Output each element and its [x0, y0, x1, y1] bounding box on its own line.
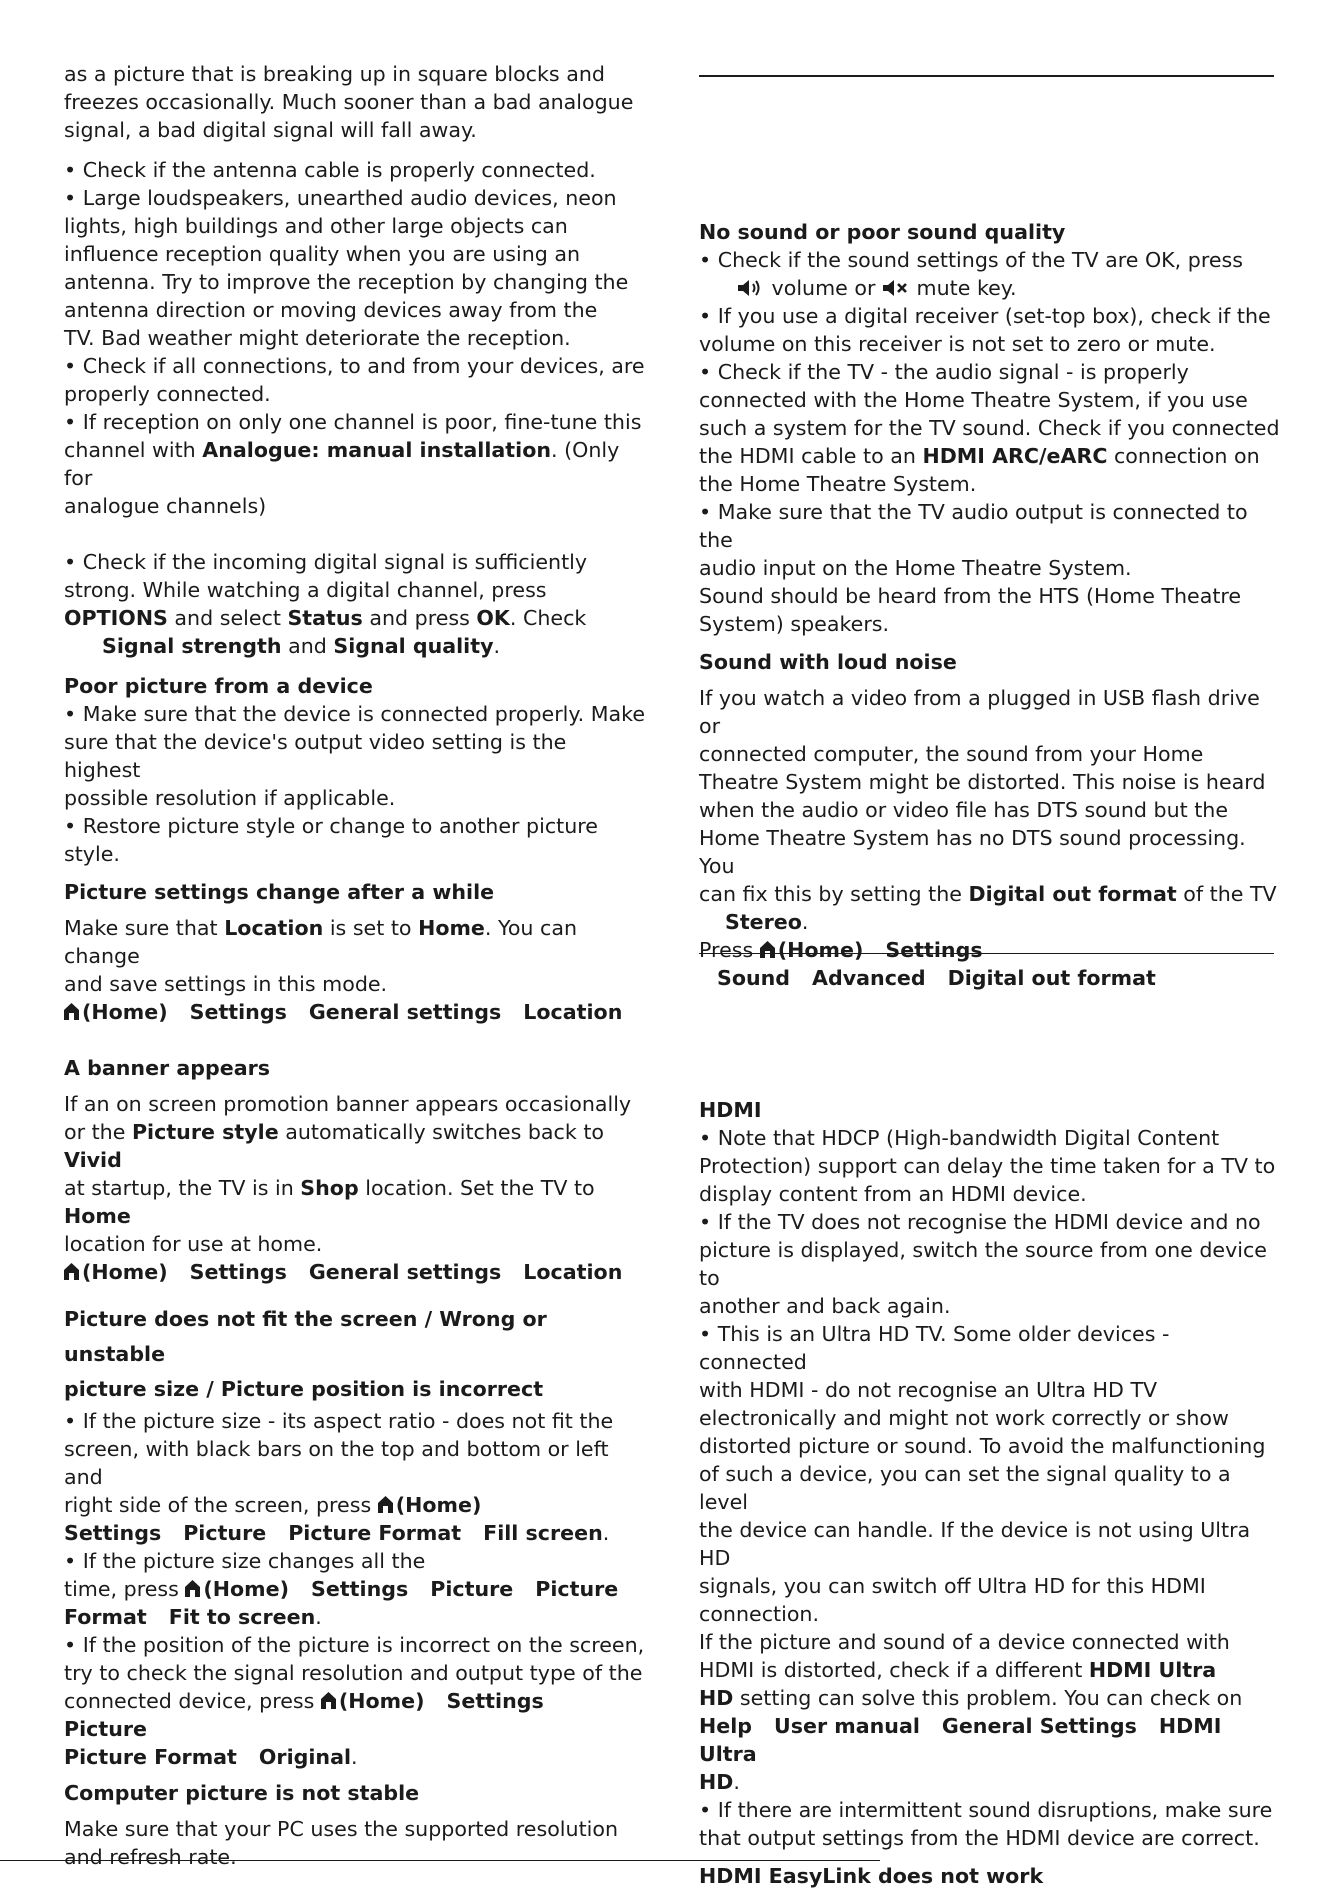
home-icon [64, 1263, 79, 1280]
body-line: Make sure that your PC uses the supported resolution [64, 1817, 619, 1841]
menu-path: HD. [699, 1770, 740, 1794]
bullet-line: the device can handle. If the device is not using Ultra HD [699, 1518, 1251, 1570]
text: volume or [765, 276, 882, 300]
bullet-line: sure that the device's output video setting is the highest [64, 730, 567, 782]
menu-path [699, 964, 1281, 992]
bullet-line: strong. While watching a digital channel, press [64, 578, 547, 602]
path-user-manual: User manual [774, 1714, 920, 1738]
key-ok: OK [476, 606, 510, 630]
path-fit-to-screen: Fit to screen [168, 1605, 316, 1629]
heading-fit-screen-2: picture size / Picture position is incorrect [64, 1377, 544, 1401]
bullet-line: distorted picture or sound. To avoid the malfunctioning [699, 1434, 1266, 1458]
text: the HDMI cable to an [699, 444, 923, 468]
bullet-line: properly connected. [64, 382, 271, 406]
text: at startup, the TV is in [64, 1176, 301, 1200]
menu-path [64, 998, 646, 1026]
text: and [281, 634, 334, 658]
path-picture: Picture [430, 1577, 514, 1601]
bullet-line: • If the position of the picture is incorrect on the screen, [64, 1633, 645, 1657]
path-home: (Home) [203, 1577, 290, 1601]
body-line [64, 1174, 646, 1230]
body-line: Home Theatre System has no DTS sound processing. You [699, 826, 1246, 878]
bullet-line: • Check if the incoming digital signal is sufficiently [64, 550, 588, 574]
bullet-line: connected with the Home Theatre System, if you use [699, 388, 1248, 412]
footer-rule [0, 1860, 880, 1861]
path-settings: Settings [189, 1260, 287, 1284]
bullet-line: • If the picture size - its aspect ratio - does not fit the [64, 1409, 614, 1433]
menu-location: Location [224, 916, 324, 940]
body-line: location for use at home. [64, 1232, 323, 1256]
text: Make sure that [64, 916, 225, 940]
path-general-settings: General settings [308, 1000, 502, 1024]
text: connection on [1107, 444, 1260, 468]
body-line [64, 1118, 646, 1174]
text: . [493, 634, 501, 658]
bullet-line: try to check the signal resolution and output type of the [64, 1661, 643, 1685]
path-picture: Picture [183, 1521, 267, 1545]
heading-banner: A banner appears [64, 1056, 271, 1080]
bullet-line: Sound should be heard from the HTS (Home Theatre [699, 584, 1242, 608]
right-column-hdmi [699, 1096, 1281, 1890]
menu-digital-out-format: Digital out format [968, 882, 1177, 906]
text: . Check [509, 606, 587, 630]
path-home: (Home) [395, 1493, 482, 1517]
body-line [64, 914, 646, 970]
path-picture: Picture [535, 1577, 619, 1601]
bullet-line [64, 1575, 646, 1603]
bullet-line [699, 442, 1281, 470]
path-settings: Settings [446, 1689, 544, 1713]
bullet-line: screen, with black bars on the top and bottom or left and [64, 1437, 609, 1489]
path-hdmi-ultra: HDMI Ultra [699, 1714, 1222, 1766]
bullet-line [64, 604, 646, 632]
bullet-line: • If there are intermittent sound disruptions, make sure [699, 1798, 1273, 1822]
bullet-line: influence reception quality when you are using an [64, 242, 581, 266]
menu-shop: Shop [300, 1176, 359, 1200]
heading-easylink: HDMI EasyLink does not work [699, 1864, 1044, 1888]
bullet-line: • Check if the sound settings of the TV are OK, press [699, 248, 1243, 272]
bullet-line: of such a device, you can set the signal quality to a level [699, 1462, 1231, 1514]
intro-line: freezes occasionally. Much sooner than a bad analogue [64, 90, 634, 114]
path-help: Help [699, 1714, 753, 1738]
bullet-line: • Large loudspeakers, unearthed audio devices, neon [64, 186, 617, 210]
text: or the [64, 1120, 132, 1144]
bullet-line: • If the TV does not recognise the HDMI device and no [699, 1210, 1261, 1234]
text: mute key. [910, 276, 1017, 300]
heading-computer-picture: Computer picture is not stable [64, 1781, 420, 1805]
menu-picture-style: Picture style [131, 1120, 279, 1144]
menu-vivid: Vivid [64, 1148, 122, 1172]
text: time, press [64, 1577, 186, 1601]
bullet-line: • Make sure that the TV audio output is connected to the [699, 500, 1248, 552]
bullet-line: another and back again. [699, 1294, 951, 1318]
home-icon [760, 941, 775, 958]
menu-analogue-manual: Analogue: manual installation [202, 438, 552, 462]
bullet-line: the Home Theatre System. [699, 472, 977, 496]
menu-home: Home [64, 1204, 131, 1228]
menu-stereo: Stereo [725, 910, 802, 934]
volume-icon [737, 278, 765, 298]
text: right side of the screen, press [64, 1493, 378, 1517]
bullet-line: lights, high buildings and other large objects can [64, 214, 568, 238]
bullet-line: possible resolution if applicable. [64, 786, 396, 810]
menu-path: Picture Format Original. [64, 1745, 358, 1769]
bullet-line: TV. Bad weather might deteriorate the reception. [64, 326, 571, 350]
bullet-line: with HDMI - do not recognise an Ultra HD TV [699, 1378, 1158, 1402]
path-picture-format: Picture Format [64, 1745, 237, 1769]
text: HDMI is distorted, check if a different [699, 1658, 1089, 1682]
bullet-line: • Restore picture style or change to another picture style. [64, 814, 598, 866]
bullet-line [64, 436, 646, 492]
bullet-antenna: • Check if the antenna cable is properly connected. [64, 158, 596, 182]
bullet-line: • This is an Ultra HD TV. Some older devices - connected [699, 1322, 1170, 1374]
bullet-line: analogue channels) [64, 494, 267, 518]
heading-poor-picture-device: Poor picture from a device [64, 674, 373, 698]
bullet-line: • Note that HDCP (High-bandwidth Digital Content [699, 1126, 1220, 1150]
body-line: when the audio or video file has DTS sound but the [699, 798, 1229, 822]
text: and select [167, 606, 288, 630]
bullet-line: Protection) support can delay the time taken for a TV to [699, 1154, 1276, 1178]
menu-path: Settings Picture Picture Format Fill screen. [64, 1521, 610, 1545]
mute-icon [882, 278, 910, 298]
bullet-line: audio input on the Home Theatre System. [699, 556, 1132, 580]
path-advanced: Advanced [812, 966, 926, 990]
heading-loud-noise: Sound with loud noise [699, 650, 957, 674]
text: connected device, press [64, 1689, 321, 1713]
bullet-line: • If the picture size changes all the [64, 1549, 426, 1573]
body-line [699, 1656, 1281, 1684]
menu-signal-strength: Signal strength [102, 634, 282, 658]
bullet-line: connection. [699, 1602, 820, 1626]
text: setting can solve this problem. You can check on [733, 1686, 1243, 1710]
path-general-settings: General Settings [941, 1714, 1137, 1738]
heading-settings-change: Picture settings change after a while [64, 880, 495, 904]
bullet-line: antenna direction or moving devices away from the [64, 298, 598, 322]
text: . (Only for [64, 438, 620, 490]
menu-home: Home [418, 916, 485, 940]
path-location: Location [523, 1000, 623, 1024]
menu-hdmi-ultra-hd: HDMI Ultra [1088, 1658, 1217, 1682]
bullet-line [64, 632, 646, 660]
path-settings: Settings [64, 1521, 162, 1545]
bullet-line: antenna. Try to improve the reception by changing the [64, 270, 629, 294]
path-home: (Home) [777, 938, 864, 962]
body-line: connected computer, the sound from your Home [699, 742, 1204, 766]
body-line: If an on screen promotion banner appears occasionally [64, 1092, 632, 1116]
heading-no-sound: No sound or poor sound quality [699, 220, 1066, 244]
text: Press [699, 938, 760, 962]
path-general-settings: General settings [308, 1260, 502, 1284]
bullet-line: such a system for the TV sound. Check if you connected [699, 416, 1280, 440]
menu-path [64, 1258, 646, 1286]
text: and press [362, 606, 477, 630]
path-picture-format: Picture Format [288, 1521, 462, 1545]
home-icon [185, 1580, 200, 1597]
menu-path [699, 936, 1281, 964]
body-line [699, 880, 1281, 908]
bullet-line: signals, you can switch off Ultra HD for this HDMI [699, 1574, 1206, 1598]
text: . You can change [64, 916, 578, 968]
heading-hdmi: HDMI [699, 1098, 762, 1122]
bullet-line: volume on this receiver is not set to zero or mute. [699, 332, 1216, 356]
bullet-line: • Make sure that the device is connected properly. Make [64, 702, 645, 726]
menu-signal-quality: Signal quality [333, 634, 494, 658]
left-column [64, 60, 646, 1871]
body-line: Theatre System might be distorted. This noise is heard [699, 770, 1266, 794]
heading-fit-screen: Picture does not fit the screen / Wrong or unstable [64, 1307, 547, 1366]
text: automatically switches back to [278, 1120, 605, 1144]
body-line: and refresh rate. [64, 1845, 237, 1869]
path-hd: HD [699, 1770, 734, 1794]
path-settings: Settings [311, 1577, 409, 1601]
path-format: Format [64, 1605, 147, 1629]
path-original: Original [258, 1745, 352, 1769]
home-icon [64, 1003, 79, 1020]
path-home: (Home) [338, 1689, 425, 1713]
home-icon [378, 1496, 393, 1513]
intro-line: signal, a bad digital signal will fall away. [64, 118, 477, 142]
bullet-line [64, 1491, 646, 1519]
body-line: Stereo. [725, 910, 809, 934]
body-line: If the picture and sound of a device connected with [699, 1630, 1230, 1654]
text: is set to [323, 916, 419, 940]
text: of the TV [1176, 882, 1277, 906]
bullet-line: picture is displayed, switch the source from one device to [699, 1238, 1267, 1290]
text: can fix this by setting the [699, 882, 969, 906]
bullet-line: • If you use a digital receiver (set-top box), check if the [699, 304, 1271, 328]
bullet-line: electronically and might not work correctly or show [699, 1406, 1229, 1430]
path-home: (Home) [82, 1000, 168, 1024]
home-icon [321, 1692, 336, 1709]
intro-line: as a picture that is breaking up in square blocks and [64, 62, 605, 86]
text: channel with [64, 438, 203, 462]
right-column [699, 218, 1281, 992]
bullet-line: • If reception on only one channel is poor, fine-tune this [64, 410, 642, 434]
bullet-line: • Check if the TV - the audio signal - is properly [699, 360, 1189, 384]
bullet-line [64, 1687, 646, 1743]
bullet-line: • Check if all connections, to and from your devices, are [64, 354, 645, 378]
body-line: and save settings in this mode. [64, 972, 388, 996]
body-line [699, 1684, 1281, 1712]
bullet-line [699, 274, 1281, 302]
path-sound: Sound [717, 966, 791, 990]
section-rule-top [699, 75, 1274, 77]
menu-hdmi-arc: HDMI ARC/eARC [922, 444, 1108, 468]
text: location. Set the TV to [358, 1176, 595, 1200]
bullet-line: display content from an HDMI device. [699, 1182, 1087, 1206]
menu-hdmi-ultra-hd: HD [699, 1686, 734, 1710]
menu-status: Status [287, 606, 363, 630]
path-digital-out-format: Digital out format [947, 966, 1156, 990]
path-settings: Settings [885, 938, 983, 962]
key-options: OPTIONS [64, 606, 168, 630]
bullet-line: that output settings from the HDMI device are correct. [699, 1826, 1260, 1850]
path-location: Location [523, 1260, 623, 1284]
path-picture: Picture [64, 1717, 147, 1741]
menu-path: Format Fit to screen. [64, 1605, 322, 1629]
body-line: If you watch a video from a plugged in USB flash drive or [699, 686, 1260, 738]
bullet-line: System) speakers. [699, 612, 890, 636]
path-fill-screen: Fill screen [483, 1521, 603, 1545]
menu-path [699, 1712, 1281, 1768]
path-home: (Home) [82, 1260, 168, 1284]
path-settings: Settings [189, 1000, 287, 1024]
